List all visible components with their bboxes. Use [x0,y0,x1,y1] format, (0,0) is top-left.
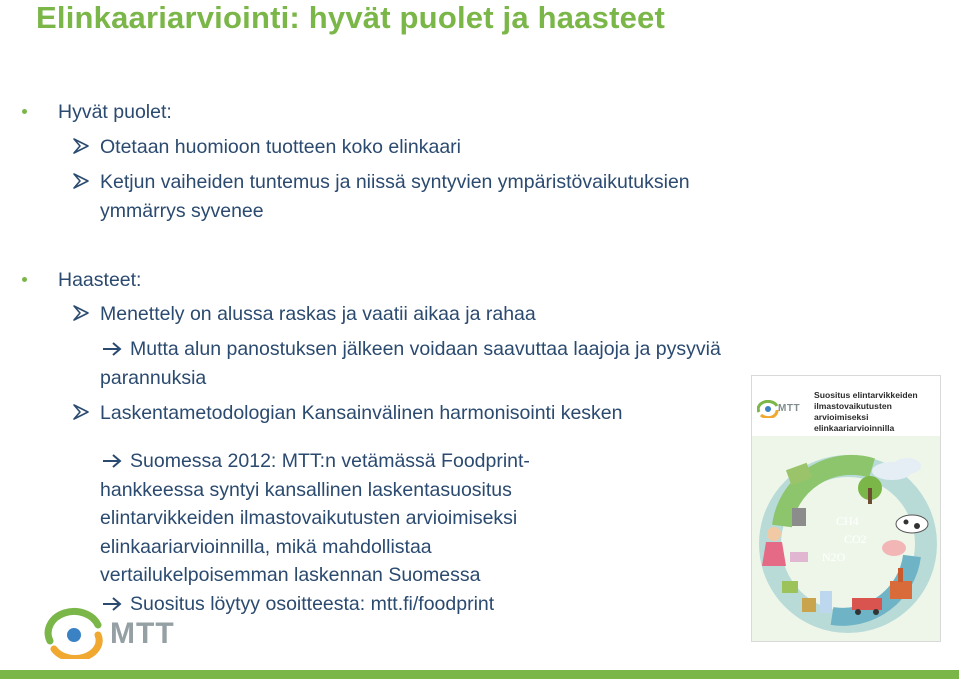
section-heading-challenges: Haasteet: [58,269,142,291]
report-cover-image [751,375,941,642]
challenge-sub-2-line1: Suomessa 2012: MTT:n vetämässä Foodprint- [130,450,530,472]
cover-title-line: Suositus elintarvikkeiden [814,390,918,400]
right-arrow-icon [102,453,122,469]
right-arrow-icon [102,341,122,357]
section-heading-good: Hyvät puolet: [58,101,172,123]
bullet-dot [22,109,27,114]
challenge-item-1: Menettely on alussa raskas ja vaatii aikaa ja rahaa [100,303,536,325]
good-item-2-line2: ymmärrys syvenee [100,200,264,222]
challenge-sub-2-line2: hankkeessa syntyi kansallinen laskentasuositus [100,479,512,501]
bullet-dot [22,277,27,282]
cover-label-ch4: CH4 [836,514,859,528]
challenge-sub-3: Suositus löytyy osoitteesta: mtt.fi/foodprint [130,593,495,615]
chevron-bullet-icon [72,304,90,322]
cover-label-co2: CO2 [844,532,867,546]
chevron-bullet-icon [72,172,90,190]
challenge-sub-2-line4: elinkaariarvioinnilla, mikä mahdollistaa [100,536,432,558]
mtt-logo-icon [757,400,779,418]
challenge-sub-2-line3: elintarvikkeiden ilmastovaikutusten arvioimiseksi [100,507,518,529]
cover-title [814,390,934,434]
cover-logo-text: MTT [778,403,801,414]
slide-title: Elinkaariarviointi: hyvät puolet ja haasteet [36,0,665,35]
chevron-bullet-icon [72,403,90,421]
cover-title-line: ilmastovaikutusten arvioimiseksi [814,401,892,422]
cover-title-line: elinkaariarvioinnilla [814,423,895,433]
challenge-sub-2-line5: vertailukelpoisemman laskennan Suomessa [100,564,481,586]
challenge-item-2: Laskentametodologian Kansainvälinen harmonisointi kesken [100,402,623,424]
chevron-bullet-icon [72,137,90,155]
good-item-2-line1: Ketjun vaiheiden tuntemus ja niissä syntyvien ympäristövaikutuksien [100,171,690,193]
challenge-sub-1-line1: Mutta alun panostuksen jälkeen voidaan saavuttaa laajoja ja pysyviä [130,338,721,360]
footer-bar [0,670,959,679]
footer-logo-text: MTT [110,617,175,650]
cover-label-n2o: N2O [822,550,846,564]
mtt-logo-icon [44,607,104,659]
challenge-sub-1-line2: parannuksia [100,367,207,389]
good-item-1: Otetaan huomioon tuotteen koko elinkaari [100,136,461,158]
right-arrow-icon [102,596,122,612]
